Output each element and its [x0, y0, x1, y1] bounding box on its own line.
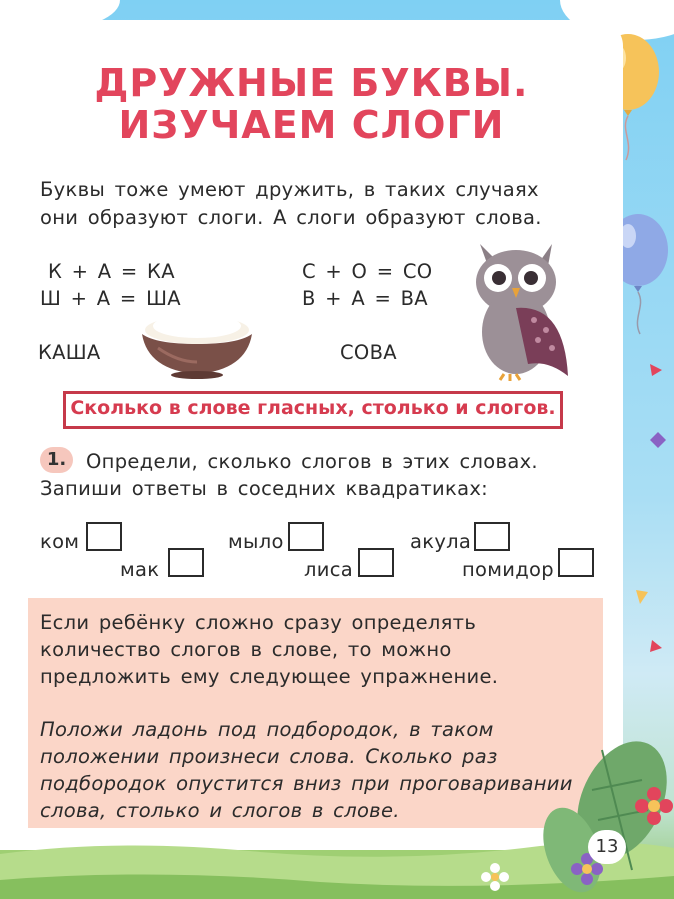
word-kasha: КАША — [38, 341, 101, 364]
equation-sha: Ш + А = ША — [40, 287, 181, 310]
task-line2: Запиши ответы в соседних квадратиках: — [40, 477, 489, 500]
task-line1: Определи, сколько слогов в этих словах. — [86, 450, 538, 473]
answer-box-pomidor[interactable] — [558, 548, 594, 577]
equation-so: С + О = СО — [302, 260, 433, 283]
answer-box-mak[interactable] — [168, 548, 204, 577]
word-mak: мак — [120, 558, 160, 581]
word-mylo: мыло — [228, 530, 284, 553]
note-italic-line1: Положи ладонь под подбородок, в таком — [40, 718, 494, 741]
rule-box — [63, 391, 563, 429]
page-number: 13 — [595, 836, 619, 857]
equation-va: В + А = ВА — [302, 287, 428, 310]
note-italic-line4: слова, столько и слогов в слове. — [40, 799, 400, 822]
page-number-badge — [588, 830, 626, 864]
flower-icon — [634, 786, 674, 826]
note-line1: Если ребёнку сложно сразу определять — [40, 611, 477, 634]
note-line2: количество слогов в слове, то можно — [40, 638, 452, 661]
flower-icon — [480, 862, 510, 892]
confetti — [628, 360, 674, 690]
word-kom: ком — [40, 530, 80, 553]
answer-box-akula[interactable] — [474, 522, 510, 551]
note-italic-line2: положении произнеси слова. Сколько раз — [40, 745, 498, 768]
answer-box-mylo[interactable] — [288, 522, 324, 551]
rule-text: Сколько в слове гласных, столько и слогов. — [70, 397, 556, 419]
note-italic-line3: подбородок опустится вниз при проговаривании — [40, 772, 573, 795]
page-title-line2: ИЗУЧАЕМ СЛОГИ — [118, 103, 505, 147]
word-lisa: лиса — [304, 558, 354, 581]
owl-icon — [468, 236, 578, 384]
word-sova: СОВА — [340, 341, 397, 364]
intro-line1: Буквы тоже умеют дружить, в таких случаях — [40, 178, 539, 201]
equation-ka: К + А = КА — [48, 260, 175, 283]
bowl-of-porridge-icon — [138, 312, 256, 380]
task-number-badge — [40, 447, 73, 473]
note-line3: предложить ему следующее упражнение. — [40, 665, 499, 688]
word-pomidor: помидор — [462, 558, 554, 581]
intro-line2: они образуют слоги. А слоги образуют слова. — [40, 206, 542, 229]
answer-box-lisa[interactable] — [358, 548, 394, 577]
task-number: 1. — [46, 449, 67, 470]
page-title-line1: ДРУЖНЫЕ БУКВЫ. — [94, 61, 529, 105]
word-akula: акула — [410, 530, 472, 553]
answer-box-kom[interactable] — [86, 522, 122, 551]
